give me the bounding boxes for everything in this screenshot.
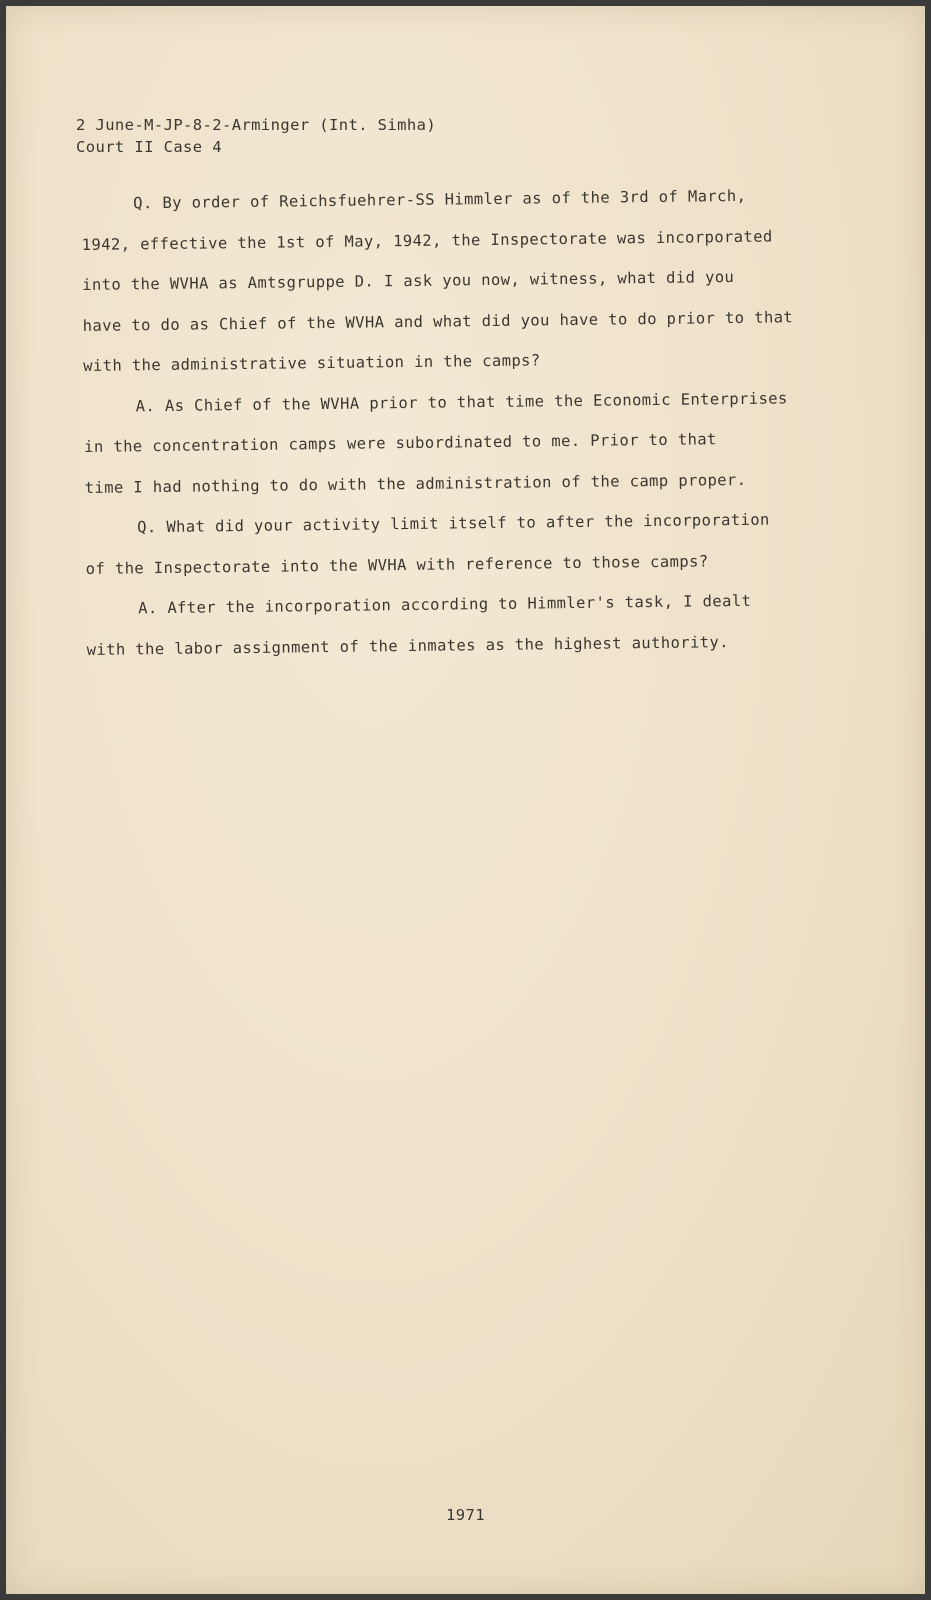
answer-line: A. After the incorporation according to Himmler's task, I dealt [138,591,752,618]
text-line: into the WVHA as Amtsgruppe D. I ask you now, witness, what did you [82,268,735,294]
text-line: in the concentration camps were subordinated to me. Prior to that [84,430,717,456]
question-line: Q. What did your activity limit itself to after the incorporation [137,510,770,537]
document-page [6,6,925,1594]
document-header [76,114,436,158]
text-line: time I had nothing to do with the administration of the camp proper. [84,470,747,497]
question-line: Q. By order of Reichsfuehrer-SS Himmler as of the 3rd of March, [133,186,747,213]
header-court-line: Court II Case 4 [76,138,222,156]
answer-line: A. As Chief of the WVHA prior to that time the Economic Enterprises [135,388,788,415]
text-line: 1942, effective the 1st of May, 1942, the Inspectorate was incorporated [81,227,773,254]
page-number: 1971 [446,1506,485,1524]
transcript-body [81,175,847,670]
text-line: have to do as Chief of the WVHA and what did you have to do prior to that [82,307,794,335]
text-line: with the labor assignment of the inmates as the highest authority. [86,632,730,659]
header-session-line: 2 June-M-JP-8-2-Arminger (Int. Simha) [76,116,437,134]
text-line: of the Inspectorate into the WVHA with reference to those camps? [85,551,709,578]
text-line: with the administrative situation in the camps? [83,351,541,375]
